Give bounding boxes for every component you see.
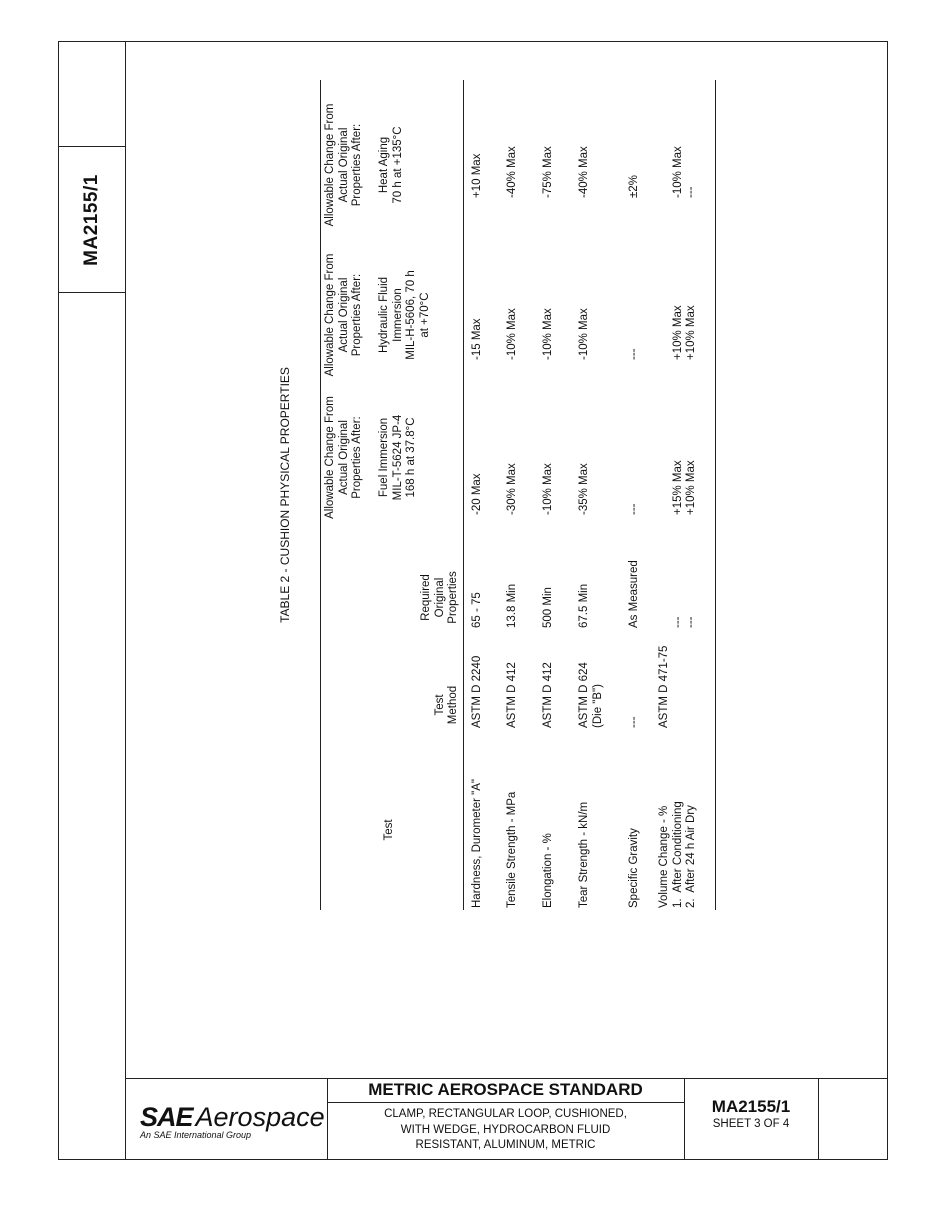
cell-fuel	[658, 512, 672, 515]
side-document-number: MA2155/1	[81, 174, 102, 266]
header-line: Method	[447, 685, 459, 725]
header-line: MIL-H-5606, 70 h	[405, 270, 417, 360]
cell-fuel: -20 Max	[471, 473, 483, 515]
cell-hydraulic: ---	[628, 348, 640, 360]
header-line: Properties After:	[351, 273, 363, 357]
cell-test: 2. After 24 h Air Dry	[685, 805, 697, 908]
cell-heat: -75% Max	[542, 146, 554, 198]
table-top-rule	[320, 80, 321, 910]
logo-tagline: An SAE International Group	[140, 1130, 252, 1140]
cell-original: ---	[671, 616, 684, 628]
header-line: 168 h at 37.8°C	[405, 417, 417, 498]
cell-hydraulic: -10% Max	[506, 308, 518, 360]
cell-method: ASTM D 2240	[471, 655, 483, 728]
cell-heat: -40% Max	[578, 146, 590, 198]
cell-test: Hardness, Durometer "A"	[471, 779, 483, 908]
cell-fuel: ---	[628, 503, 640, 515]
header-line: Fuel Immersion	[378, 417, 390, 498]
cell-method: ASTM D 624	[578, 662, 590, 728]
cell-method	[685, 725, 699, 728]
cell-original: 65 - 75	[471, 592, 483, 628]
table-title: TABLE 2 - CUSHION PHYSICAL PROPERTIES	[278, 367, 292, 623]
header-line: Required	[420, 574, 432, 621]
cell-test: Elongation - %	[542, 833, 554, 908]
header-line: Test	[433, 694, 446, 716]
cell-method: ASTM D 412	[506, 662, 518, 728]
header-line: Allowable Change From	[324, 253, 336, 377]
cell-original: 13.8 Min	[506, 583, 518, 628]
header-line: MIL-T-5624 JP-4	[391, 414, 404, 501]
header-line: Actual Original	[337, 127, 350, 203]
header-line: Properties After:	[351, 416, 363, 499]
cell-hydraulic: -15 Max	[471, 318, 483, 360]
cell-test: Volume Change - %	[658, 805, 670, 908]
header-fuel	[324, 390, 419, 525]
cell-test: Specific Gravity	[628, 828, 640, 908]
header-test	[383, 750, 397, 910]
header-line: Allowable Change From	[324, 396, 336, 519]
cell-method	[672, 725, 686, 728]
header-line: Test	[383, 819, 395, 841]
cell-hydraulic: -10% Max	[578, 308, 590, 360]
cell-method: (Die "B")	[591, 684, 604, 728]
cell-original: 500 Min	[542, 587, 554, 628]
header-line: Actual Original	[337, 277, 350, 353]
header-line: Original	[433, 577, 446, 618]
cell-hydraulic	[658, 357, 672, 360]
cell-heat: +10 Max	[471, 153, 483, 198]
cell-test: Tear Strength - kN/m	[578, 801, 590, 908]
cushion-properties-table	[278, 80, 718, 910]
header-heat	[324, 90, 405, 240]
header-line: Properties After:	[351, 123, 363, 207]
table-bottom-rule	[715, 80, 716, 910]
cell-method: ASTM D 412	[542, 662, 554, 728]
standard-title: METRIC AEROSPACE STANDARD	[368, 1080, 643, 1099]
cell-test: Tensile Strength - MPa	[506, 791, 518, 908]
cell-heat: ---	[685, 186, 697, 198]
header-line: 70 h at +135°C	[391, 126, 404, 204]
cell-fuel: -10% Max	[542, 463, 554, 515]
cell-hydraulic: +10% Max	[685, 305, 697, 360]
header-line: Properties	[447, 571, 459, 624]
cell-original: 67.5 Min	[578, 583, 590, 628]
cell-heat: ±2%	[628, 175, 640, 198]
cell-fuel: +10% Max	[685, 460, 697, 515]
cell-method: ---	[628, 716, 640, 728]
header-line	[365, 390, 379, 525]
cell-heat: -10% Max	[671, 146, 684, 198]
header-line: Immersion	[391, 288, 404, 342]
header-original	[420, 550, 461, 645]
cell-original: ---	[685, 616, 697, 628]
header-rule	[463, 80, 464, 910]
standard-description: CLAMP, RECTANGULAR LOOP, CUSHIONED, WITH WEDGE, HYDROCARBON FLUID RESISTANT, ALUMINUM, METRIC	[384, 1108, 627, 1151]
cell-hydraulic: -10% Max	[542, 308, 554, 360]
header-line: Hydraulic Fluid	[378, 276, 390, 354]
cell-fuel: -35% Max	[578, 463, 590, 515]
cell-method: ASTM D 471-75	[658, 645, 670, 728]
cell-heat: -40% Max	[506, 146, 518, 198]
cell-test: 1. After Conditioning	[671, 801, 684, 908]
sheet-number: SHEET 3 OF 4	[712, 1118, 790, 1130]
header-line: at +70°C	[418, 292, 431, 338]
header-line	[365, 90, 379, 240]
cell-fuel: -30% Max	[506, 463, 518, 515]
header-line	[365, 245, 379, 385]
sae-aerospace-logo: SAE Aerospace An SAE International Group	[140, 1102, 325, 1140]
header-method	[434, 660, 461, 750]
document-number: MA2155/1	[711, 1097, 791, 1116]
cell-original	[658, 625, 672, 628]
cell-fuel: +15% Max	[671, 460, 684, 515]
header-line: Actual Original	[337, 420, 350, 495]
cell-heat	[658, 195, 672, 198]
header-line: Heat Aging	[378, 136, 390, 194]
cell-hydraulic: +10% Max	[671, 305, 684, 360]
cell-original: As Measured	[628, 560, 640, 628]
header-hydraulic	[324, 245, 432, 385]
header-line: Allowable Change From	[324, 103, 336, 227]
